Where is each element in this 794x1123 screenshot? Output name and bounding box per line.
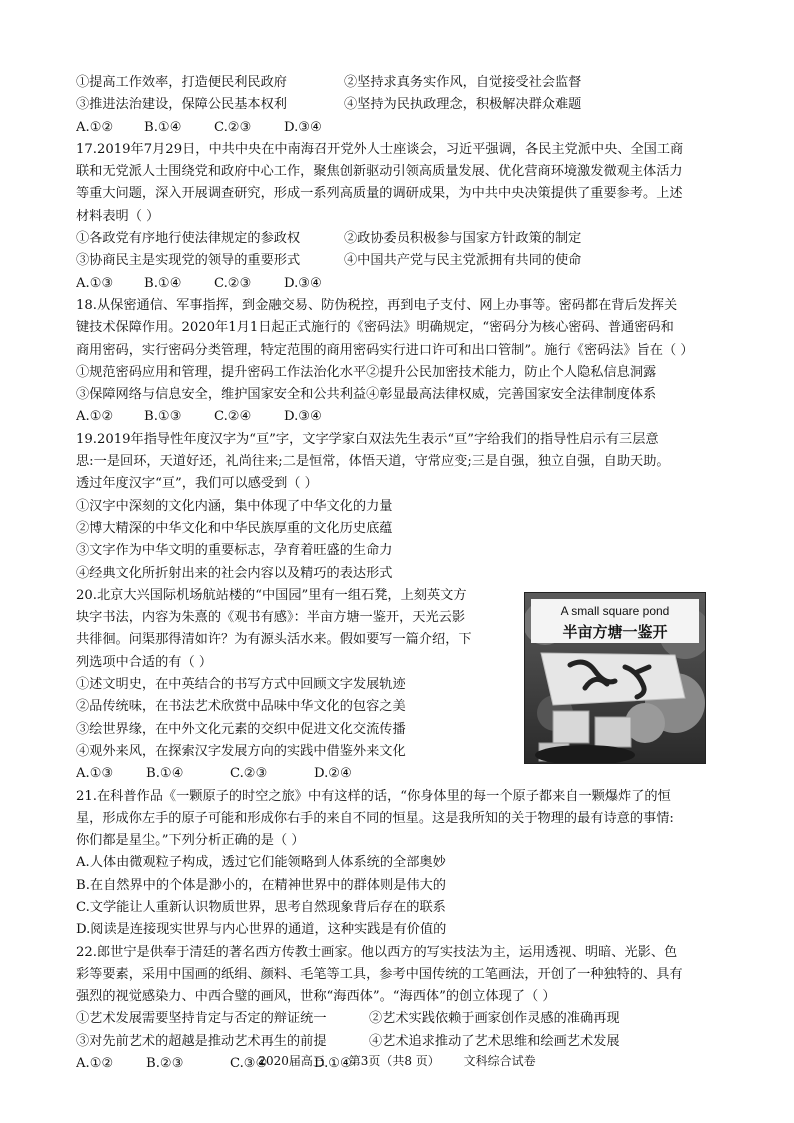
footer-grade: 2020届高三 xyxy=(258,1054,325,1068)
q19-option-line: ①汉字中深刻的文化内涵，集中体现了中华文化的力量 xyxy=(76,498,393,514)
q17-option-4: ④中国共产党与民主党派拥有共同的使命 xyxy=(344,253,582,269)
q20-answer-d: D.②④ xyxy=(314,766,352,782)
q20-stem-line: 共徘徊。问渠那得清如许？为有源头活水来。假如要写一篇介绍，下 xyxy=(76,632,472,648)
q22-answer-c: C.③④ xyxy=(230,1056,268,1072)
q20-stem-line: 列选项中合适的有（ ） xyxy=(76,654,213,670)
q22-stem-line: 强烈的视觉感染力、中西合璧的画风，世称“海西体”。“海西体”的创立体现了（ ） xyxy=(76,989,556,1005)
photo-chinese-caption: 半亩方塘一鉴开 xyxy=(562,622,668,641)
photo-english-caption: A small square pond xyxy=(560,603,670,618)
q16-answers xyxy=(76,117,716,139)
q17-stem-line: 等重大问题，深入开展调查研究，形成一系列高质量的调研成果，为中共中央决策提供了重要参考。上述 xyxy=(76,186,683,202)
page-footer xyxy=(0,1052,794,1069)
q17-stem-line: 材料表明（ ） xyxy=(76,208,160,224)
q18-answer-a: A.①② xyxy=(76,409,114,425)
q16-answer-c: C.②③ xyxy=(214,119,252,135)
q18-answers xyxy=(76,406,716,428)
exam-page xyxy=(76,72,716,1075)
q17-answer-a: A.①③ xyxy=(76,275,114,291)
q19-option-line: ②博大精深的中华文化和中华民族厚重的文化历史底蕴 xyxy=(76,520,393,536)
q16-option-3: ③推进法治建设，保障公民基本权利 xyxy=(76,97,287,113)
q21-stem-line: 你们都是星尘。”下列分析正确的是（ ） xyxy=(76,833,305,849)
q19-stem-line: 透过年度汉字“亘”，我们可以感受到（ ） xyxy=(76,476,318,492)
q20-option-line: ②品传统味，在书法艺术欣赏中品味中华文化的包容之美 xyxy=(76,699,406,715)
q22-stem-line: 22.郎世宁是供奉于清廷的著名西方传教士画家。他以西方的写实技法为主，运用透视、明暗、光影、色 xyxy=(76,944,678,960)
stone-bench-photo-illustration xyxy=(525,593,705,763)
q18-answer-c: C.②④ xyxy=(214,409,252,425)
q20-option-line: ③绘世界缘，在中外文化元素的交织中促进文化交流传播 xyxy=(76,721,406,737)
q16-answer-b: B.①④ xyxy=(144,119,182,135)
q16-option-1: ①提高工作效率，打造便民利民政府 xyxy=(76,75,287,90)
q19-option-line: ③文字作为中华文明的重要标志，孕育着旺盛的生命力 xyxy=(76,543,393,559)
q22-option-4: ④艺术追求推动了艺术思维和绘画艺术发展 xyxy=(369,1033,620,1049)
q16-option-2: ②坚持求真务实作风，自觉接受社会监督 xyxy=(344,75,582,90)
q20-option-line: ①述文明史，在中英结合的书写方式中回顾文字发展轨迹 xyxy=(76,677,406,693)
q22-option-1: ①艺术发展需要坚持肯定与否定的辩证统一 xyxy=(76,1011,327,1027)
q20-answer-a: A.①③ xyxy=(76,766,114,782)
q19-option-line: ④经典文化所折射出来的社会内容以及精巧的表达形式 xyxy=(76,565,393,581)
q21-option-line: B.在自然界中的个体是渺小的，在精神世界中的群体则是伟大的 xyxy=(76,877,446,893)
q20-stem-line: 20.北京大兴国际机场航站楼的“中国园”里有一组石凳，上刻英文方 xyxy=(76,587,467,603)
q20-answer-c: C.②③ xyxy=(230,766,268,782)
q17-answer-d: D.③④ xyxy=(284,275,322,291)
q19-stem-line: 19.2019年指导性年度汉字为“亘”字，文字学家白双法先生表示“亘”字给我们的指导性启示有三层意 xyxy=(76,431,659,447)
q19-stem-line: 思:一是回环，天道好还，礼尚往来;二是恒常，体悟天道，守常应变;三是自强，独立自强，自助天助。 xyxy=(76,454,670,470)
q16-option-4: ④坚持为民执政理念，积极解决群众难题 xyxy=(344,97,582,113)
q17-stem-line: 联和无党派人士围绕党和政府中心工作，聚焦创新驱动引领高质量发展、优化营商环境激发微观主体活力 xyxy=(76,164,683,180)
q17-options-row1 xyxy=(76,228,716,250)
q20-option-line: ④观外来风，在探索汉字发展方向的实践中借鉴外来文化 xyxy=(76,743,406,759)
q16-options-row1 xyxy=(76,72,716,94)
q20-stem-line: 块字书法，内容为朱熹的《观书有感》：半亩方塘一鉴开，天光云影 xyxy=(76,610,466,626)
q21-stem-line: 21.在科普作品《一颗原子的时空之旅》中有这样的话，“你身体里的每一个原子都来自一颗爆炸了的恒 xyxy=(76,788,671,804)
q17-option-1: ①各政党有序地行使法律规定的参政权 xyxy=(76,231,301,247)
q22-options-row2 xyxy=(76,1031,716,1053)
q22-option-2: ②艺术实践依赖于画家创作灵感的准确再现 xyxy=(369,1011,620,1027)
q21-option-line: C.文学能让人重新认识物质世界，思考自然现象背后存在的联系 xyxy=(76,899,446,915)
q22-stem-line: 彩等要素，采用中国画的纸绢、颜料、毛笔等工具，参考中国传统的工笔画法，开创了一种独特的、具有 xyxy=(76,966,683,982)
q21-stem-line: 星，形成你左手的原子可能和形成你右手的来自不同的恒星。这是我所知的关于物理的最有诗意的事情: xyxy=(76,810,674,826)
q18-answer-b: B.①③ xyxy=(144,409,182,425)
q22-option-3: ③对先前艺术的超越是推动艺术再生的前提 xyxy=(76,1033,327,1049)
q22-answer-b: B.②③ xyxy=(146,1056,184,1072)
q17-answers xyxy=(76,273,716,295)
footer-subject: 文科综合试卷 xyxy=(463,1054,536,1068)
stone-bench-photo xyxy=(524,592,706,764)
q18-stem-line: 商用密码，实行密码分类管理，特定范围的商用密码实行进口许可和出口管制”。施行《密码法》旨在（ ） xyxy=(76,342,694,358)
q17-option-3: ③协商民主是实现党的领导的重要形式 xyxy=(76,253,301,269)
q20-block xyxy=(76,585,716,786)
q16-answer-d: D.③④ xyxy=(284,119,322,135)
q18-option-line: ①规范密码应用和管理，提升密码工作法治化水平②提升公民加密技术能力，防止个人隐私信息洞露 xyxy=(76,364,657,380)
q16-options-row2 xyxy=(76,94,716,116)
q22-answer-d: D.①④ xyxy=(314,1056,352,1072)
q17-stem-line: 17.2019年7月29日，中共中央在中南海召开党外人士座谈会，习近平强调，各民主党派中央、全国工商 xyxy=(76,141,684,157)
q21-option-line: D.阅读是连接现实世界与内心世界的通道，这种实践是有价值的 xyxy=(76,922,447,938)
q21-option-line: A.人体由微观粒子构成，透过它们能领略到人体系统的全部奥妙 xyxy=(76,855,446,871)
q20-answer-b: B.①④ xyxy=(146,766,184,782)
q22-answer-a: A.①② xyxy=(76,1056,114,1072)
q18-stem-line: 键技术保障作用。2020年1月1日起正式施行的《密码法》明确规定，“密码分为核心密码、普通密码和 xyxy=(76,320,674,336)
q22-options-row1 xyxy=(76,1008,716,1030)
q18-stem-line: 18.从保密通信、军事指挥，到金融交易、防伪税控，再到电子支付、网上办事等。密码都在背后发挥关 xyxy=(76,297,678,313)
q16-answer-a: A.①② xyxy=(76,119,114,135)
q17-option-2: ②政协委员积极参与国家方针政策的制定 xyxy=(344,231,582,247)
q20-answers xyxy=(76,763,716,785)
q17-answer-c: C.②③ xyxy=(214,275,252,291)
q17-options-row2 xyxy=(76,250,716,272)
footer-page-number: 第3页（共8 页） xyxy=(348,1054,440,1068)
q18-answer-d: D.③④ xyxy=(284,409,322,425)
q18-option-line: ③保障网络与信息安全，维护国家安全和公共利益④彰显最高法律权威，完善国家安全法律制度体系 xyxy=(76,387,657,403)
q17-answer-b: B.①④ xyxy=(144,275,182,291)
